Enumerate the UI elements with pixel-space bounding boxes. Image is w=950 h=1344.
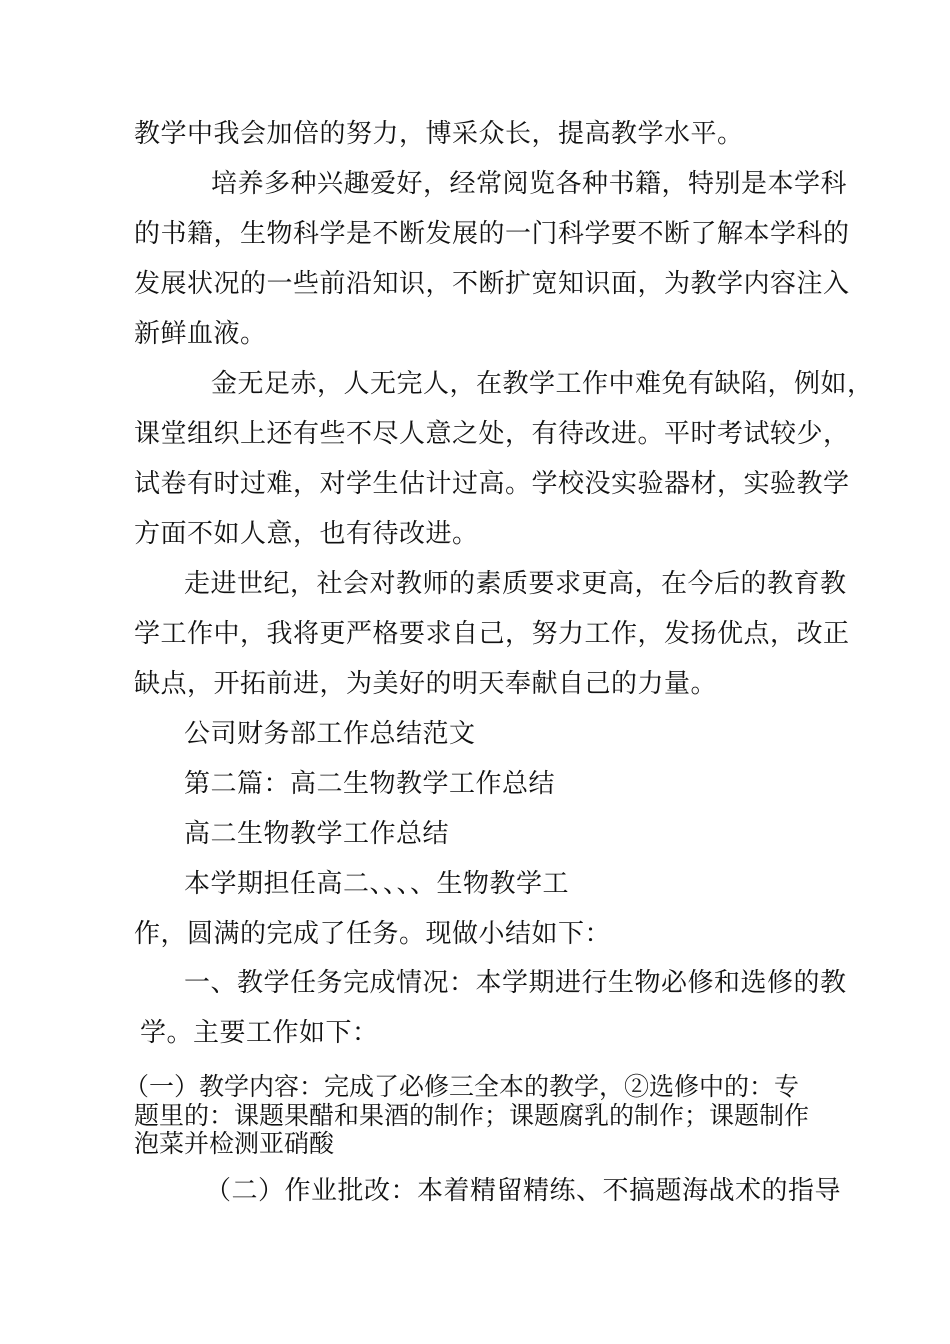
paragraph-line: 培养多种兴趣爱好，经常阅览各种书籍，特别是本学科 <box>211 169 848 199</box>
article-title: 公司财务部工作总结范文 <box>184 719 476 749</box>
paragraph-line: 发展状况的一些前沿知识，不断扩宽知识面，为教学内容注入 <box>134 269 850 299</box>
section-heading: 第二篇：高二生物教学工作总结 <box>184 769 556 799</box>
paragraph-line: 新鲜血液。 <box>134 319 267 349</box>
section-subtitle: 高二生物教学工作总结 <box>184 819 450 849</box>
paragraph-line: 试卷有时过难，对学生估计过高。学校没实验器材，实验教学 <box>134 469 850 499</box>
paragraph-line: 缺点，开拓前进，为美好的明天奉献自己的力量。 <box>134 669 718 699</box>
paragraph-line: （二）作业批改：本着精留精练、不搞题海战术的指导 <box>205 1176 842 1206</box>
paragraph-line: 泡菜并检测亚硝酸 <box>134 1129 335 1158</box>
paragraph-line: 课堂组织上还有些不尽人意之处，有待改进。平时考试较少， <box>134 419 850 449</box>
paragraph-line: 的书籍，生物科学是不断发展的一门科学要不断了解本学科的 <box>134 219 850 249</box>
paragraph-line: 作，圆满的完成了任务。现做小结如下： <box>134 919 612 949</box>
paragraph-line: 方面不如人意，也有待改进。 <box>134 519 479 549</box>
paragraph-line: 金无足赤，人无完人，在教学工作中难免有缺陷，例如， <box>211 369 874 399</box>
paragraph-line: 题里的：课题果醋和果酒的制作；课题腐乳的制作；课题制作 <box>134 1101 810 1130</box>
paragraph-line: 学。主要工作如下： <box>140 1018 379 1048</box>
paragraph-line: 一、教学任务完成情况：本学期进行生物必修和选修的教 <box>184 968 847 998</box>
paragraph-line: 走进世纪，社会对教师的素质要求更高，在今后的教育教 <box>184 569 847 599</box>
paragraph-line: 教学中我会加倍的努力，博采众长，提高教学水平。 <box>134 119 744 149</box>
paragraph-line: 本学期担任高二、、、、生物教学工 <box>184 869 570 899</box>
paragraph-line: 学工作中，我将更严格要求自己，努力工作，发扬优点，改正 <box>134 619 850 649</box>
paragraph-line: （一）教学内容：完成了必修三全本的教学，②选修中的：专 <box>124 1072 800 1101</box>
